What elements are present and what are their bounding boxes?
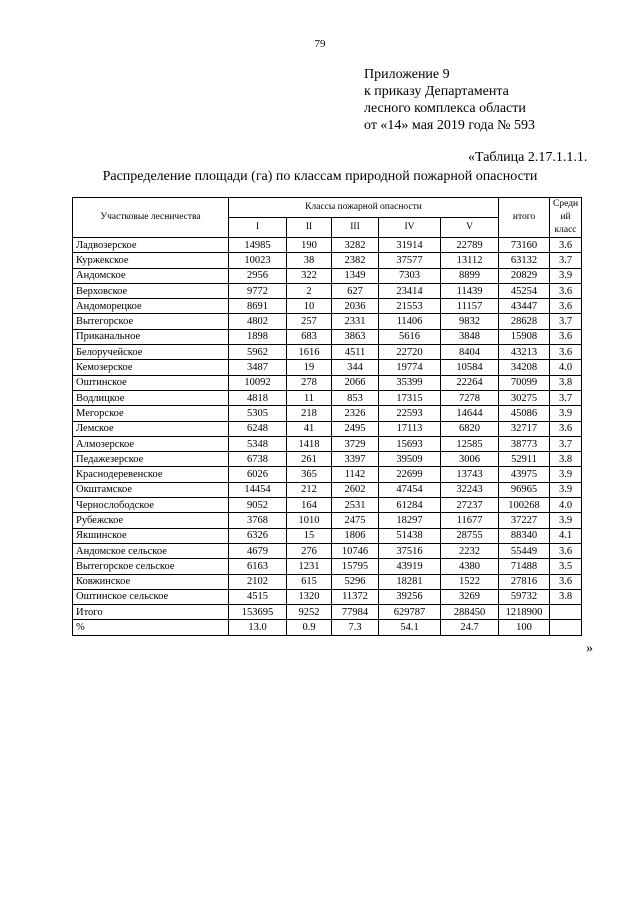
forestry-name-cell: Якшинское xyxy=(73,528,229,543)
table-row xyxy=(73,253,582,268)
total-header: итого xyxy=(499,198,550,238)
value-cell: 3.6 xyxy=(550,543,582,558)
appendix-line: от «14» мая 2019 года № 593 xyxy=(364,118,536,133)
value-cell: 4802 xyxy=(229,314,287,329)
table-row xyxy=(73,360,582,375)
value-cell: 3.7 xyxy=(550,436,582,451)
class-header: V xyxy=(441,218,499,238)
table-row xyxy=(73,406,582,421)
value-cell: 153695 xyxy=(229,605,287,620)
value-cell: 27237 xyxy=(441,498,499,513)
value-cell: 1142 xyxy=(332,467,379,482)
value-cell: 11 xyxy=(287,390,332,405)
forestry-name-cell: Оштинское xyxy=(73,375,229,390)
value-cell: 15 xyxy=(287,528,332,543)
value-cell: 100 xyxy=(499,620,550,635)
value-cell: 8899 xyxy=(441,268,499,283)
class-header: II xyxy=(287,218,332,238)
value-cell: 1349 xyxy=(332,268,379,283)
table-row xyxy=(73,543,582,558)
appendix-block xyxy=(364,66,535,134)
table-row xyxy=(73,513,582,528)
value-cell: 1898 xyxy=(229,329,287,344)
value-cell: 22264 xyxy=(441,375,499,390)
value-cell: 4.0 xyxy=(550,360,582,375)
value-cell: 39256 xyxy=(379,589,441,604)
value-cell: 615 xyxy=(287,574,332,589)
value-cell: 3.9 xyxy=(550,268,582,283)
forestry-name-cell: Итого xyxy=(73,605,229,620)
table-row xyxy=(73,452,582,467)
value-cell: 1806 xyxy=(332,528,379,543)
table-caption: «Таблица 2.17.1.1.1. xyxy=(468,150,588,165)
forestry-name-cell: Ковжинское xyxy=(73,574,229,589)
table-row xyxy=(73,528,582,543)
table-row xyxy=(73,375,582,390)
value-cell: 2326 xyxy=(332,406,379,421)
avg-class-header-line: Средн xyxy=(553,199,579,209)
value-cell: 77984 xyxy=(332,605,379,620)
value-cell: 2602 xyxy=(332,482,379,497)
forestry-name-cell: Мегорское xyxy=(73,406,229,421)
appendix-line: Приложение 9 xyxy=(364,67,450,82)
value-cell: 2531 xyxy=(332,498,379,513)
avg-class-header-line: ий xyxy=(560,212,571,222)
value-cell: 13112 xyxy=(441,253,499,268)
value-cell: 21553 xyxy=(379,299,441,314)
value-cell: 37577 xyxy=(379,253,441,268)
table-row xyxy=(73,314,582,329)
value-cell: 5305 xyxy=(229,406,287,421)
value-cell: 28628 xyxy=(499,314,550,329)
value-cell: 5962 xyxy=(229,345,287,360)
forestry-name-cell: Приканальное xyxy=(73,329,229,344)
value-cell: 43919 xyxy=(379,559,441,574)
value-cell: 11439 xyxy=(441,283,499,298)
value-cell: 30275 xyxy=(499,390,550,405)
value-cell: 31914 xyxy=(379,238,441,253)
value-cell: 11677 xyxy=(441,513,499,528)
class-header: I xyxy=(229,218,287,238)
forestry-name-cell: Куржекское xyxy=(73,253,229,268)
value-cell: 365 xyxy=(287,467,332,482)
table-row xyxy=(73,268,582,283)
value-cell: 2 xyxy=(287,283,332,298)
document-title: Распределение площади (га) по классам природной пожарной опасности xyxy=(102,169,538,184)
value-cell: 3.6 xyxy=(550,329,582,344)
value-cell: 2956 xyxy=(229,268,287,283)
value-cell: 14985 xyxy=(229,238,287,253)
value-cell: 18281 xyxy=(379,574,441,589)
value-cell: 3.7 xyxy=(550,314,582,329)
value-cell: 54.1 xyxy=(379,620,441,635)
forestry-name-cell: Кемозерское xyxy=(73,360,229,375)
value-cell: 3.7 xyxy=(550,390,582,405)
fire-danger-table xyxy=(72,197,582,636)
value-cell: 39509 xyxy=(379,452,441,467)
value-cell: 3863 xyxy=(332,329,379,344)
value-cell: 1231 xyxy=(287,559,332,574)
value-cell: 3.8 xyxy=(550,375,582,390)
value-cell: 19 xyxy=(287,360,332,375)
value-cell: 3.6 xyxy=(550,345,582,360)
value-cell: 71488 xyxy=(499,559,550,574)
value-cell: 55449 xyxy=(499,543,550,558)
value-cell: 3397 xyxy=(332,452,379,467)
value-cell: 288450 xyxy=(441,605,499,620)
value-cell: 3729 xyxy=(332,436,379,451)
avg-class-header-line: класс xyxy=(554,225,577,235)
value-cell: 24.7 xyxy=(441,620,499,635)
appendix-line: лесного комплекса области xyxy=(364,101,526,116)
value-cell: 2232 xyxy=(441,543,499,558)
value-cell: 96965 xyxy=(499,482,550,497)
value-cell: 5616 xyxy=(379,329,441,344)
class-header: IV xyxy=(379,218,441,238)
value-cell: 34208 xyxy=(499,360,550,375)
value-cell: 22593 xyxy=(379,406,441,421)
value-cell: 6738 xyxy=(229,452,287,467)
value-cell: 18297 xyxy=(379,513,441,528)
forestry-name-cell: Водлицкое xyxy=(73,390,229,405)
value-cell: 45254 xyxy=(499,283,550,298)
table-row xyxy=(73,467,582,482)
table-row xyxy=(73,605,582,620)
table-row xyxy=(73,421,582,436)
value-cell: 2331 xyxy=(332,314,379,329)
forestry-name-cell: Рубежское xyxy=(73,513,229,528)
value-cell: 9052 xyxy=(229,498,287,513)
value-cell: 19774 xyxy=(379,360,441,375)
forestry-name-cell: Вытегорское xyxy=(73,314,229,329)
value-cell: 10092 xyxy=(229,375,287,390)
value-cell: 10746 xyxy=(332,543,379,558)
value-cell: 8404 xyxy=(441,345,499,360)
table-row xyxy=(73,589,582,604)
value-cell: 1418 xyxy=(287,436,332,451)
value-cell: 17315 xyxy=(379,390,441,405)
value-cell: 5348 xyxy=(229,436,287,451)
value-cell: 70099 xyxy=(499,375,550,390)
closing-quote: » xyxy=(586,641,593,656)
value-cell: 4511 xyxy=(332,345,379,360)
value-cell: 17113 xyxy=(379,421,441,436)
value-cell: 38 xyxy=(287,253,332,268)
classes-group-header: Классы пожарной опасности xyxy=(229,198,499,218)
value-cell: 28755 xyxy=(441,528,499,543)
forestry-name-cell: Андомское сельское xyxy=(73,543,229,558)
value-cell: 3006 xyxy=(441,452,499,467)
value-cell: 3.9 xyxy=(550,406,582,421)
value-cell: 3.8 xyxy=(550,589,582,604)
value-cell: 14454 xyxy=(229,482,287,497)
value-cell: 37227 xyxy=(499,513,550,528)
value-cell: 4380 xyxy=(441,559,499,574)
value-cell: 3768 xyxy=(229,513,287,528)
value-cell: 2475 xyxy=(332,513,379,528)
value-cell: 853 xyxy=(332,390,379,405)
value-cell: 13743 xyxy=(441,467,499,482)
value-cell: 218 xyxy=(287,406,332,421)
value-cell: 278 xyxy=(287,375,332,390)
value-cell: 32717 xyxy=(499,421,550,436)
value-cell: 11406 xyxy=(379,314,441,329)
value-cell: 629787 xyxy=(379,605,441,620)
value-cell: 261 xyxy=(287,452,332,467)
forestry-name-cell: Алмозерское xyxy=(73,436,229,451)
table-row xyxy=(73,390,582,405)
value-cell: 11372 xyxy=(332,589,379,604)
value-cell: 6820 xyxy=(441,421,499,436)
value-cell: 2066 xyxy=(332,375,379,390)
value-cell: 1010 xyxy=(287,513,332,528)
forestry-header: Участковые лесничества xyxy=(73,198,229,238)
value-cell: 23414 xyxy=(379,283,441,298)
table-row xyxy=(73,299,582,314)
value-cell: 27816 xyxy=(499,574,550,589)
value-cell: 38773 xyxy=(499,436,550,451)
value-cell: 6326 xyxy=(229,528,287,543)
table-row xyxy=(73,345,582,360)
value-cell: 2382 xyxy=(332,253,379,268)
value-cell: 63132 xyxy=(499,253,550,268)
forestry-name-cell: Андоморецкое xyxy=(73,299,229,314)
value-cell: 627 xyxy=(332,283,379,298)
value-cell: 43213 xyxy=(499,345,550,360)
value-cell: 3.9 xyxy=(550,513,582,528)
value-cell: 59732 xyxy=(499,589,550,604)
value-cell xyxy=(550,620,582,635)
forestry-name-cell: Ладвозерское xyxy=(73,238,229,253)
value-cell: 15908 xyxy=(499,329,550,344)
value-cell: 6248 xyxy=(229,421,287,436)
value-cell: 41 xyxy=(287,421,332,436)
value-cell: 3.6 xyxy=(550,574,582,589)
value-cell: 683 xyxy=(287,329,332,344)
value-cell: 3.6 xyxy=(550,299,582,314)
value-cell: 4679 xyxy=(229,543,287,558)
value-cell: 1320 xyxy=(287,589,332,604)
forestry-name-cell: % xyxy=(73,620,229,635)
value-cell: 9252 xyxy=(287,605,332,620)
value-cell: 7.3 xyxy=(332,620,379,635)
value-cell: 6163 xyxy=(229,559,287,574)
value-cell: 9772 xyxy=(229,283,287,298)
value-cell: 51438 xyxy=(379,528,441,543)
forestry-name-cell: Лемское xyxy=(73,421,229,436)
value-cell: 4.1 xyxy=(550,528,582,543)
value-cell: 73160 xyxy=(499,238,550,253)
value-cell: 7303 xyxy=(379,268,441,283)
value-cell xyxy=(550,605,582,620)
value-cell: 10 xyxy=(287,299,332,314)
value-cell: 15795 xyxy=(332,559,379,574)
forestry-name-cell: Педажезерское xyxy=(73,452,229,467)
value-cell: 3.9 xyxy=(550,482,582,497)
value-cell: 6026 xyxy=(229,467,287,482)
value-cell: 4515 xyxy=(229,589,287,604)
forestry-name-cell: Окштамское xyxy=(73,482,229,497)
avg-class-header xyxy=(550,198,582,238)
value-cell: 22699 xyxy=(379,467,441,482)
value-cell: 5296 xyxy=(332,574,379,589)
value-cell: 3.6 xyxy=(550,238,582,253)
value-cell: 15693 xyxy=(379,436,441,451)
value-cell: 344 xyxy=(332,360,379,375)
value-cell: 2495 xyxy=(332,421,379,436)
value-cell: 43975 xyxy=(499,467,550,482)
class-header: III xyxy=(332,218,379,238)
value-cell: 52911 xyxy=(499,452,550,467)
value-cell: 100268 xyxy=(499,498,550,513)
value-cell: 13.0 xyxy=(229,620,287,635)
value-cell: 22789 xyxy=(441,238,499,253)
value-cell: 10584 xyxy=(441,360,499,375)
value-cell: 322 xyxy=(287,268,332,283)
forestry-name-cell: Краснодеревенское xyxy=(73,467,229,482)
table-body xyxy=(73,238,582,636)
value-cell: 3.8 xyxy=(550,452,582,467)
value-cell: 1522 xyxy=(441,574,499,589)
value-cell: 7278 xyxy=(441,390,499,405)
forestry-name-cell: Вытегорское сельское xyxy=(73,559,229,574)
table-row xyxy=(73,482,582,497)
forestry-name-cell: Андомское xyxy=(73,268,229,283)
value-cell: 32243 xyxy=(441,482,499,497)
value-cell: 9832 xyxy=(441,314,499,329)
value-cell: 3848 xyxy=(441,329,499,344)
value-cell: 43447 xyxy=(499,299,550,314)
table-row xyxy=(73,559,582,574)
value-cell: 11157 xyxy=(441,299,499,314)
value-cell: 3282 xyxy=(332,238,379,253)
value-cell: 35399 xyxy=(379,375,441,390)
value-cell: 212 xyxy=(287,482,332,497)
value-cell: 3269 xyxy=(441,589,499,604)
value-cell: 1218900 xyxy=(499,605,550,620)
value-cell: 3487 xyxy=(229,360,287,375)
value-cell: 1616 xyxy=(287,345,332,360)
value-cell: 22720 xyxy=(379,345,441,360)
value-cell: 3.7 xyxy=(550,253,582,268)
value-cell: 2036 xyxy=(332,299,379,314)
value-cell: 88340 xyxy=(499,528,550,543)
value-cell: 14644 xyxy=(441,406,499,421)
value-cell: 45086 xyxy=(499,406,550,421)
forestry-name-cell: Белоручейское xyxy=(73,345,229,360)
value-cell: 20829 xyxy=(499,268,550,283)
value-cell: 47454 xyxy=(379,482,441,497)
table-row xyxy=(73,283,582,298)
value-cell: 190 xyxy=(287,238,332,253)
table-row xyxy=(73,436,582,451)
page-number: 79 xyxy=(314,38,326,50)
value-cell: 4818 xyxy=(229,390,287,405)
value-cell: 3.6 xyxy=(550,421,582,436)
table-row xyxy=(73,498,582,513)
value-cell: 0.9 xyxy=(287,620,332,635)
value-cell: 8691 xyxy=(229,299,287,314)
value-cell: 3.5 xyxy=(550,559,582,574)
value-cell: 10023 xyxy=(229,253,287,268)
forestry-name-cell: Чернослободское xyxy=(73,498,229,513)
value-cell: 276 xyxy=(287,543,332,558)
table-row xyxy=(73,329,582,344)
value-cell: 164 xyxy=(287,498,332,513)
value-cell: 2102 xyxy=(229,574,287,589)
value-cell: 3.9 xyxy=(550,467,582,482)
value-cell: 3.6 xyxy=(550,283,582,298)
value-cell: 257 xyxy=(287,314,332,329)
value-cell: 4.0 xyxy=(550,498,582,513)
table-row xyxy=(73,574,582,589)
table-row xyxy=(73,620,582,635)
value-cell: 12585 xyxy=(441,436,499,451)
appendix-line: к приказу Департамента xyxy=(364,84,509,99)
value-cell: 61284 xyxy=(379,498,441,513)
table-row xyxy=(73,238,582,253)
forestry-name-cell: Верховское xyxy=(73,283,229,298)
value-cell: 37516 xyxy=(379,543,441,558)
forestry-name-cell: Оштинское сельское xyxy=(73,589,229,604)
